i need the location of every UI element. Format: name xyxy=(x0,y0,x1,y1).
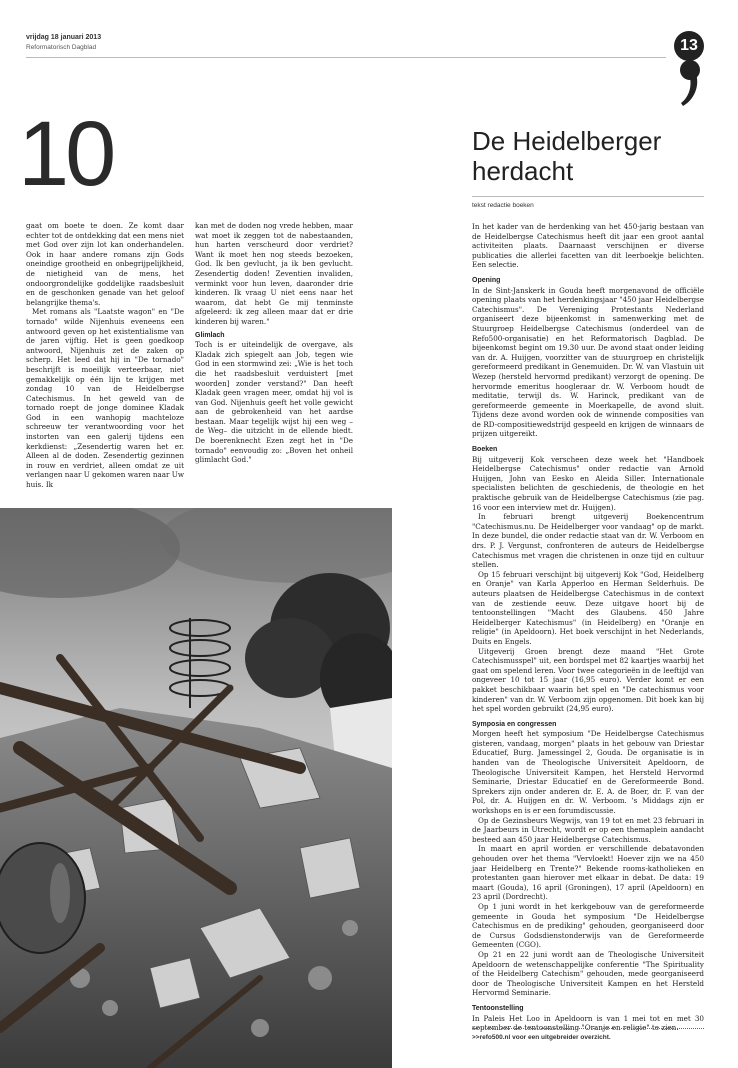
subheading-boeken: Boeken xyxy=(472,446,498,454)
paragraph: Met romans als "Laatste wagon" en "De tornado" wilde Nijenhuis eveneens een antwoord geven op het existentialisme van de jaren vijftig. Het is geen goedkoop antwoord, Nijenhuis zet de zaken op scherp. Het leed dat hij in "De tornado" beschrijft is moeilijk verteerbaar, niet gemakkelijk op één lijn te krijgen met zondag 10 van de Heidelbergse Catechismus. In het geweld van de tornado roept de jonge dominee Kladak God in een wanhopig machteloze schreeuw ter verantwoording voor het instorten van een galerij tijdens een kerkdienst: „Zesendertig waren het er. Alleen al de doden. Zesendertig gezinnen in rouw en verdriet, alleen omdat ze uit verlangen naar U gekomen waren naar Uw huis. Ik xyxy=(26,307,184,490)
feature-title-line-1: De Heidelberger xyxy=(472,126,662,156)
feature-title xyxy=(472,126,722,186)
paragraph: gaat om boete te doen. Ze komt daar echter tot de ontdekking dat een mens niet met God over zijn lot kan onderhandelen. Ook in haar andere romans zijn Gods oneindige grootheid en onbegrijpelijkheid, de nietigheid van de mens, het ondoorgrondelijke goddelijke raadsbesluit en de geschonken genade van het geloof belangrijke thema's. xyxy=(26,221,184,307)
comma-logo-icon xyxy=(678,58,702,108)
paragraph: In Paleis Het Loo in Apeldoorn is van 1 mei tot en met 30 september de tentoonstelling "Oranje en religie" te zien. xyxy=(472,1013,704,1033)
paragraph: Op 21 en 22 juni wordt aan de Theologische Universiteit Apeldoorn de wetenschappelijke conferentie "The Spirituality of the Heidelberg Catechism" gehouden, mede georganiseerd door de Theologische Universiteit Kampen en het Hersteld Hervormd Seminarie. xyxy=(472,949,704,998)
byline: tekst redactie boeken xyxy=(472,202,534,209)
paragraph: kan met de doden nog vrede hebben, maar wat moet ik zeggen tot de nabestaanden, hun harten verscheurd door verdriet? Want ik moet hen nog steeds bezoeken, God. Ik ben gevlucht, ja ik ben gevlucht. Zesendertig doden! Zeventien invaliden, verminkt voor hun leven, daaronder drie kinderen. Ik vraag U niet eens naar het waarom, dat hebt Ge mij tenminste afgeleerd: ik zeg alleen maar dat er drie kinderen bij waren." xyxy=(195,221,353,326)
subheading-tentoonstelling: Tentoonstelling xyxy=(472,1004,524,1012)
article-column-3 xyxy=(472,222,704,1033)
paragraph: Uitgeverij Groen brengt deze maand "Het Grote Catechismusspel" uit, een bordspel met 82 kaartjes waarbij het gaat om spelend leren. Voor twee categorieën in de leeftijd van ongeveer 10 tot 15 jaar (16,95 euro). Verder komt er een pakket beschikbaar waarin het spel en "De catechismus voor kinderen" van dr. W. Verboom zijn opgenomen. Dit boek kan bij het spel worden gebruikt (24,95 euro). xyxy=(472,646,704,714)
paragraph: Bij uitgeverij Kok verscheen deze week het "Handboek Heidelbergse Catechismus" onder redactie van Arnold Huijgen, John van Eesko en Aleida Siller. Internationale specialisten belichten de geschiedenis, de theologie en het praktische gebruik van de Heidelbergse Catechismus (zie pag. 16 voor een interview met dr. Huijgen). xyxy=(472,454,704,512)
paragraph: Op 1 juni wordt in het kerkgebouw van de gereformeerde gemeente in Gouda het symposium "De Heidelbergse Catechismus en de prediking" gehouden, georganiseerd door de Cursus Godsdienstonderwijs van de Gereformeerde Gemeenten (CGO). xyxy=(472,901,704,950)
article-column-2 xyxy=(195,221,353,465)
subheading-opening: Opening xyxy=(472,276,501,284)
footer-link-note[interactable]: >>refo500.nl voor een uitgebreider overzicht. xyxy=(472,1034,611,1041)
feature-title-line-2: herdacht xyxy=(472,156,574,186)
paragraph: Morgen heeft het symposium "De Heidelbergse Catechismus gisteren, vandaag, morgen" plaats in het gebouw van Driestar Educatief, Burg. Jamessingel 2, Gouda. De organisatie is in handen van de Theologische Universiteit Apeldoorn, de Theologische Universiteit Kampen, het Hersteld Hervormd Seminarie, Driestar Educatief en de Gereformeerde Bond. Sprekers zijn onder anderen dr. E. A. de Boer, dr. F. van der Pol, dr. A. Huijgen en dr. W. Verboom. 's Middags zijn er workshops en is er een forumdiscussie. xyxy=(472,729,704,816)
page-number-badge: 13 xyxy=(674,31,704,61)
paragraph: Op de Gezinsbeurs Wegwijs, van 19 tot en met 23 februari in de Jaarbeurs in Utrecht, wordt er op een themaplein aandacht besteed aan 450 jaar Heidelbergse Catechismus. xyxy=(472,815,704,844)
newspaper-name: Reformatorisch Dagblad xyxy=(26,44,97,51)
paragraph: Toch is er uiteindelijk de overgave, als Kladak zich spiegelt aan Job, tegen wie God in een stormwind zei: „Wie is het toch die het raadsbesluit verduistert [met woorden] zonder verstand?" Dan heeft Kladak geen vragen meer, omdat hij vol is van God. Nijenhuis geeft het volle gewicht aan de gebrokenheid van het aardse bestaan. Maar tegelijk wijst hij een weg –de Weg– die uitzicht in de ellende biedt. De boerenknecht Ezen zegt het in "De tornado" eenvoudig zo: „Boven het onheil glimlacht God." xyxy=(195,340,353,465)
header-divider xyxy=(26,57,666,58)
paragraph: In de Sint-Janskerk in Gouda heeft morgenavond de officiële opening plaats van het herdenkingsjaar "450 jaar Heidelbergse Catechismus". De Vereniging Protestants Nederland organiseert deze bijeenkomst in samenwerking met de Stuurgroep Heidelbergse Catechismus (onderdeel van de Refo500-organisatie) en het Reformatorisch Dagblad. De bijeenkomst begint om 19.30 uur. De avond staat onder leiding van dr. A. Huijgen, voorzitter van de stuurgroep en christelijk gereformeerd predikant in Genemuiden. Dr. W. van Vlastuin uit Wezep (hersteld hervormd predikant) verzorgt de opening. De hervormde emeritus hoogleraar dr. W. Verboom houdt de meditatie, terwijl ds. W. Harinck, predikant van de gereformeerde gemeente in Moerkapelle, de avond sluit. Tijdens deze avond worden ook de winnende composities van de RD-compositiewedstrijd gespeeld en krijgen de winnaars de prijzen uitgereikt. xyxy=(472,285,704,439)
intro-paragraph: In het kader van de herdenking van het 450-jarig bestaan van de Heidelbergse Catechismus heeft dit jaar een groot aantal activiteiten plaats. Daarnaast verschijnen er diverse publicaties die allerlei facetten van dit leerboekje belichten. Een selectie. xyxy=(472,222,704,270)
paragraph: Op 15 februari verschijnt bij uitgeverij Kok "God, Heidelberg en Oranje" van Karla Apperloo en Herman Selderhuis. De auteurs plaatsen de Heidelbergse Catechismus in de context van de zestiende eeuw. Deze uitgave hoort bij de tentoonstellingen "Macht des Glaubens. 450 Jahre Heidelberger Katechismus" (in Heidelberg) en "Oranje en religie" (in Apeldoorn). Het boek verschijnt in het Nederlands, Duits en Engels. xyxy=(472,569,704,646)
issue-date: vrijdag 18 januari 2013 xyxy=(26,34,102,41)
subheading-glimlach: Glimlach xyxy=(195,331,225,339)
title-divider xyxy=(472,196,704,197)
subheading-symposia: Symposia en congressen xyxy=(472,720,557,728)
article-column-1 xyxy=(26,221,184,490)
footer-divider xyxy=(472,1028,704,1029)
paragraph: In februari brengt uitgeverij Boekencentrum "Catechismus.nu. De Heidelberger voor vandaag" op de markt. In deze bundel, die onder redactie staat van dr. W. Verboom en drs. P. J. Vergunst, confronteren de auteurs de Heidelbergse Catechismus met vragen die christenen in onze tijd en cultuur stellen. xyxy=(472,512,704,570)
chapter-number: 10 xyxy=(18,103,113,205)
paragraph: In maart en april worden er verschillende debatavonden gehouden over het thema "Vervloekt! Hoever zijn we na 450 jaar Heidelberg en Trente?" Bekende rooms-katholieken en protestanten gaan hierover met elkaar in debat. De data: 19 maart (Gouda), 16 april (Groningen), 17 april (Apeldoorn) en 23 april (Dordrecht). xyxy=(472,844,704,902)
rubble-photo xyxy=(0,508,392,1068)
